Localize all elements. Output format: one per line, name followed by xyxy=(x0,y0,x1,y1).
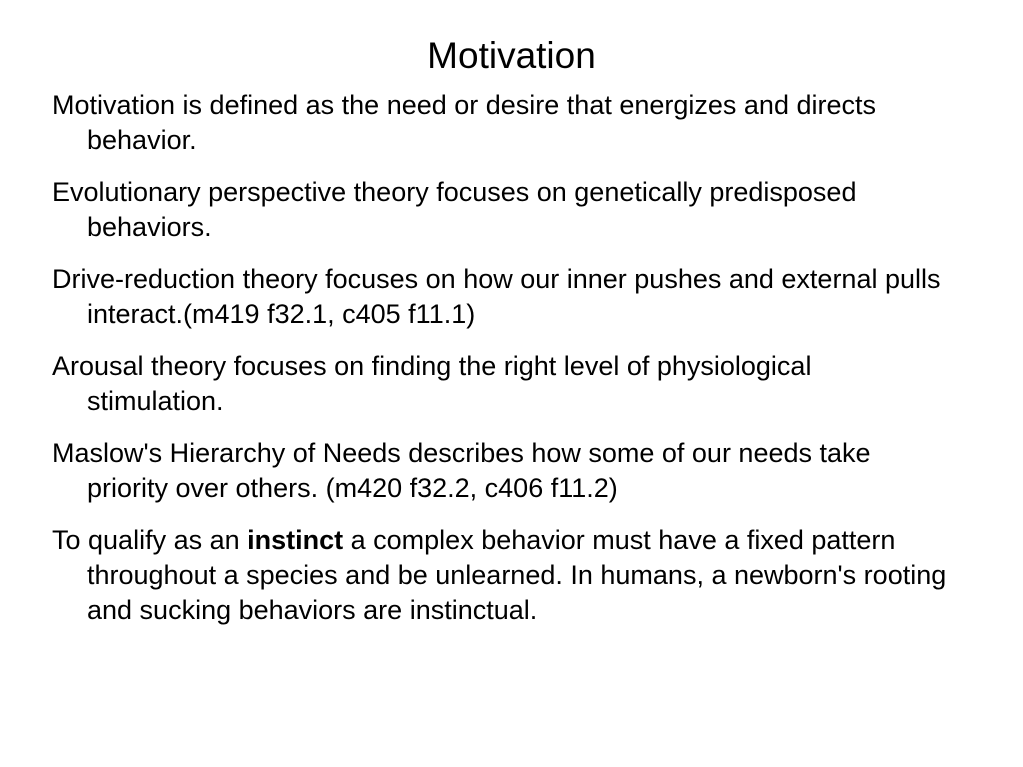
slide-title: Motivation xyxy=(427,35,596,76)
bullet-list xyxy=(52,88,952,645)
bullet-arousal-theory: Arousal theory focuses on finding the right level of physiological stimulation. xyxy=(52,351,812,416)
bullet-motivation-definition: Motivation is defined as the need or desire that energizes and directs behavior. xyxy=(52,90,876,155)
bullet-instinct-after: a complex behavior must have a fixed pattern throughout a species and be unlearned. In humans, a newborn's rooting and sucking behaviors are instinctual. xyxy=(87,525,947,625)
instinct-term: instinct xyxy=(247,525,344,555)
bullet-instinct xyxy=(52,523,952,628)
bullet-instinct-before: To qualify as an xyxy=(52,525,248,555)
bullet-evolutionary-perspective: Evolutionary perspective theory focuses on genetically predisposed behaviors. xyxy=(52,177,857,242)
bullet-drive-reduction: Drive-reduction theory focuses on how our inner pushes and external pulls interact.(m419 f32.1, c405 f11.1) xyxy=(52,264,941,329)
bullet-maslow-hierarchy: Maslow's Hierarchy of Needs describes how some of our needs take priority over others. (m420 f32.2, c406 f11.2) xyxy=(52,438,871,503)
